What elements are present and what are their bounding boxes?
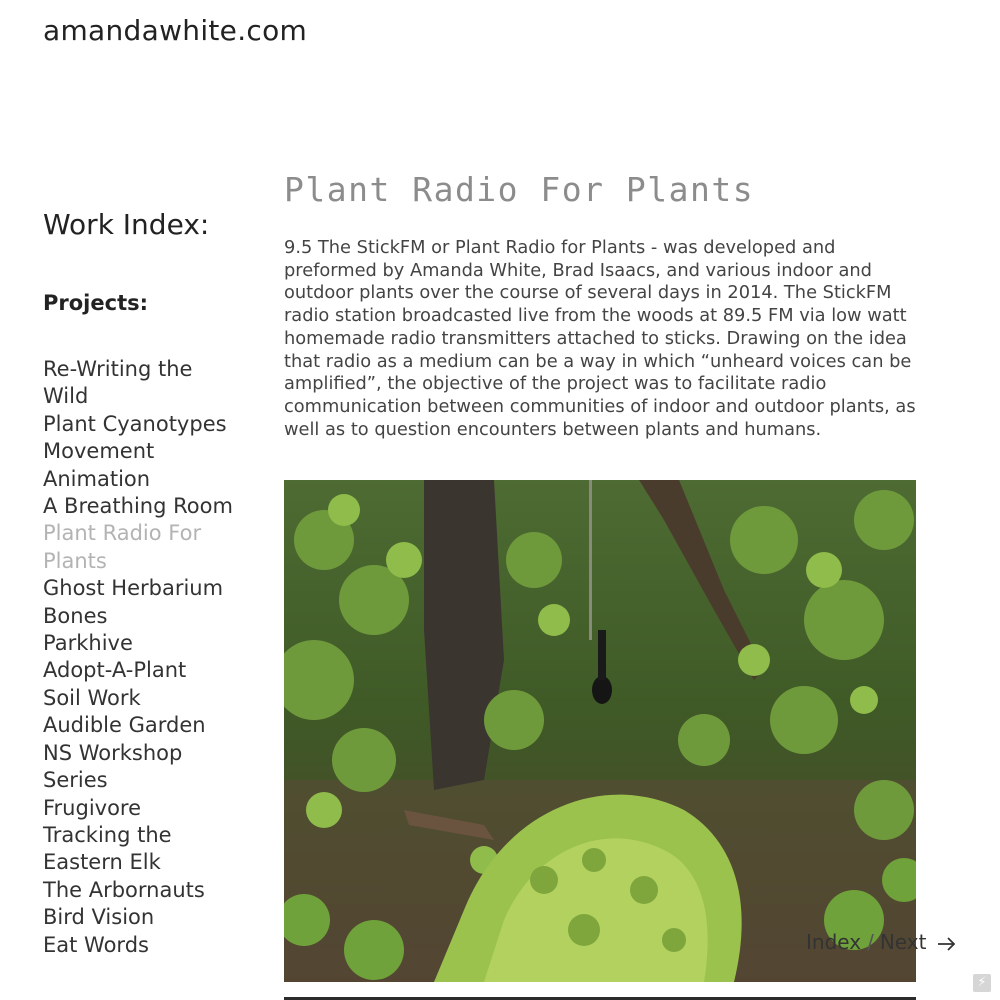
project-link[interactable]: Ghost Herbarium Bones [43, 576, 224, 628]
work-index-sidebar [43, 205, 243, 959]
project-link[interactable]: Frugivore [43, 795, 142, 820]
project-link[interactable]: Audible Garden [43, 713, 206, 738]
lightning-icon[interactable]: ⚡ [973, 974, 991, 992]
next-link[interactable] [880, 930, 957, 954]
project-link[interactable]: Movement Animation [43, 439, 155, 491]
project-list [43, 356, 243, 959]
project-link[interactable]: Bird Vision [43, 905, 155, 930]
project-link[interactable]: Eat Words [43, 932, 149, 957]
project-link[interactable]: The Arbornauts [43, 877, 205, 902]
projects-heading: Projects: [43, 291, 148, 315]
project-title: Plant Radio For Plants [284, 170, 755, 209]
project-link[interactable]: NS Workshop Series [43, 740, 183, 793]
project-link[interactable]: Soil Work [43, 685, 141, 710]
project-description: 9.5 The StickFM or Plant Radio for Plants - was developed and preformed by Amanda White, Brad Isaacs, and various indoor and outdoor plants over the course of several days in 2014. The StickFM radio station broadcasted live from the woods at 89.5 FM via low watt homemade radio transmitters attached to sticks. Drawing on the idea that radio as a medium can be a way in which “unheard voices can be amplified”, the objective of the project was to facilitate radio communication between communities of indoor and outdoor plants, as well as to question encounters between plants and humans. [284, 237, 916, 440]
project-photo [284, 480, 916, 982]
index-link[interactable]: Index [806, 930, 862, 954]
site-title[interactable]: amandawhite.com [43, 14, 308, 47]
project-link[interactable]: Parkhive [43, 631, 133, 656]
work-index-heading: Work Index: [43, 208, 210, 241]
project-link[interactable]: A Breathing Room [43, 494, 233, 519]
project-link[interactable]: Tracking the Eastern Elk [43, 822, 172, 875]
project-link[interactable]: Plant Cyanotypes [43, 411, 227, 436]
next-label: Next [879, 930, 927, 954]
arrow-right-icon [937, 937, 957, 951]
pager [806, 930, 957, 954]
pager-separator: / [867, 930, 874, 954]
project-link[interactable]: Plant Radio For Plants [43, 521, 202, 573]
project-link[interactable]: Adopt-A-Plant [43, 658, 187, 683]
project-link[interactable]: Re-Writing the Wild [43, 357, 193, 409]
